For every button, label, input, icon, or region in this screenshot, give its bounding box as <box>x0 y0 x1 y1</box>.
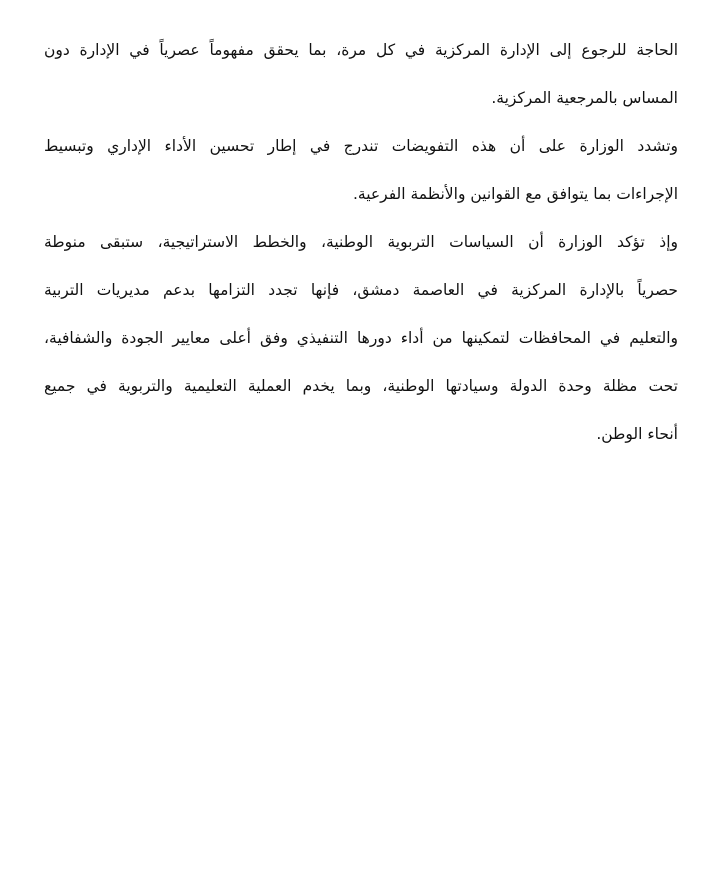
text-line: الحاجة للرجوع إلى الإدارة المركزية في كل مرة، بما يحقق مفهوماً عصرياً في الإدارة دون <box>44 41 678 59</box>
text-line: أنحاء الوطن. <box>596 425 678 443</box>
text-line: المساس بالمرجعية المركزية. <box>491 89 678 107</box>
paragraph-1 <box>44 26 678 122</box>
text-line: والتعليم في المحافظات لتمكينها من أداء دورها التنفيذي وفق أعلى معايير الجودة والشفافية، <box>44 329 678 347</box>
text-line: وتشدد الوزارة على أن هذه التفويضات تندرج في إطار تحسين الأداء الإداري وتبسيط <box>44 137 678 155</box>
document-body <box>44 26 678 458</box>
text-line: وإذ تؤكد الوزارة أن السياسات التربوية الوطنية، والخطط الاستراتيجية، ستبقى منوطة <box>44 233 678 251</box>
paragraph-2 <box>44 122 678 218</box>
text-line: الإجراءات بما يتوافق مع القوانين والأنظمة الفرعية. <box>352 185 678 203</box>
paragraph-3 <box>44 218 678 458</box>
text-line: حصرياً بالإدارة المركزية في العاصمة دمشق، فإنها تجدد التزامها بدعم مديريات التربية <box>44 281 678 299</box>
text-line: تحت مظلة وحدة الدولة وسيادتها الوطنية، وبما يخدم العملية التعليمية والتربوية في جميع <box>44 377 678 395</box>
